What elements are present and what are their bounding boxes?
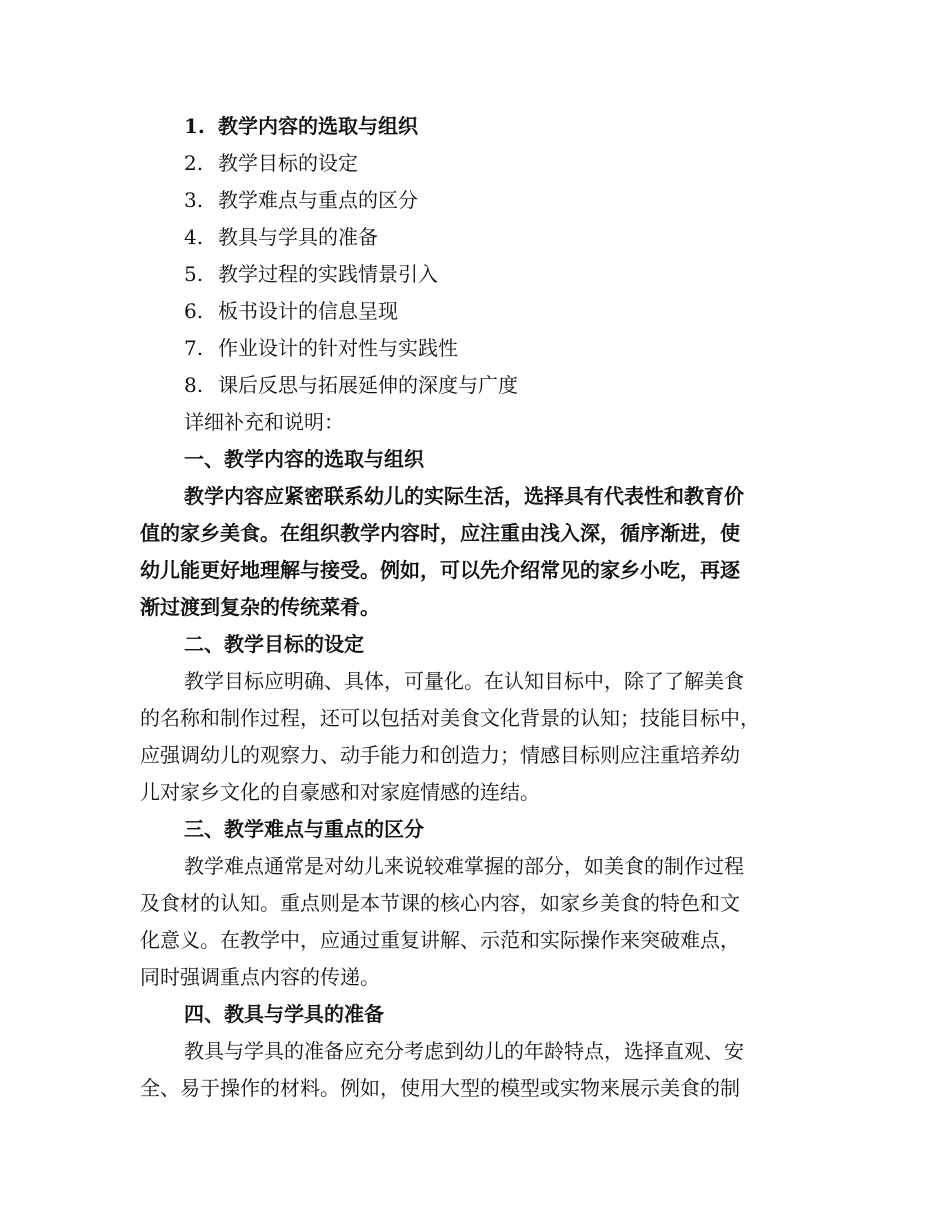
outline-item: 7. 作业设计的针对性与实践性: [184, 336, 458, 360]
outline-item: 1. 教学内容的选取与组织: [184, 114, 418, 138]
paragraph-line: 全、易于操作的材料。例如，使用大型的模型或实物来展示美食的制: [140, 1076, 740, 1100]
section-body: [140, 848, 800, 996]
outline-item: 2. 教学目标的设定: [184, 151, 358, 175]
paragraph-line: 应强调幼儿的观察力、动手能力和创造力；情感目标则应注重培养幼: [140, 743, 740, 767]
paragraph-line: 教学内容应紧密联系幼儿的实际生活，选择具有代表性和教育价: [184, 484, 744, 508]
outline-item: 3. 教学难点与重点的区分: [184, 188, 418, 212]
paragraph-line: 同时强调重点内容的传递。: [140, 965, 380, 989]
section-heading: 一、教学内容的选取与组织: [184, 447, 424, 471]
section-heading: 二、教学目标的设定: [184, 632, 364, 656]
paragraph-line: 儿对家乡文化的自豪感和对家庭情感的连结。: [140, 780, 540, 804]
paragraph-line: 教具与学具的准备应充分考虑到幼儿的年龄特点，选择直观、安: [184, 1039, 744, 1063]
section-heading: 四、教具与学具的准备: [184, 1002, 384, 1026]
section-body: [140, 663, 800, 811]
section-body: [140, 478, 800, 626]
outline-item: 4. 教具与学具的准备: [184, 225, 378, 249]
paragraph-line: 的名称和制作过程，还可以包括对美食文化背景的认知；技能目标中，: [140, 706, 760, 730]
outline-item: 5. 教学过程的实践情景引入: [184, 262, 438, 286]
section-heading: 三、教学难点与重点的区分: [184, 817, 424, 841]
paragraph-line: 渐过渡到复杂的传统菜肴。: [140, 595, 380, 619]
paragraph-line: 值的家乡美食。在组织教学内容时，应注重由浅入深，循序渐进，使: [140, 521, 740, 545]
document-page: [140, 108, 800, 1107]
outline-item: 6. 板书设计的信息呈现: [184, 299, 398, 323]
paragraph-line: 教学目标应明确、具体，可量化。在认知目标中，除了了解美食: [184, 669, 744, 693]
section-body: [140, 1033, 800, 1107]
intro-text: 详细补充和说明：: [184, 410, 344, 434]
outline-list: [140, 108, 800, 404]
paragraph-line: 幼儿能更好地理解与接受。例如，可以先介绍常见的家乡小吃，再逐: [140, 558, 740, 582]
paragraph-line: 化意义。在教学中，应通过重复讲解、示范和实际操作来突破难点，: [140, 928, 740, 952]
paragraph-line: 及食材的认知。重点则是本节课的核心内容，如家乡美食的特色和文: [140, 891, 740, 915]
outline-item: 8. 课后反思与拓展延伸的深度与广度: [184, 373, 518, 397]
paragraph-line: 教学难点通常是对幼儿来说较难掌握的部分，如美食的制作过程: [184, 854, 744, 878]
